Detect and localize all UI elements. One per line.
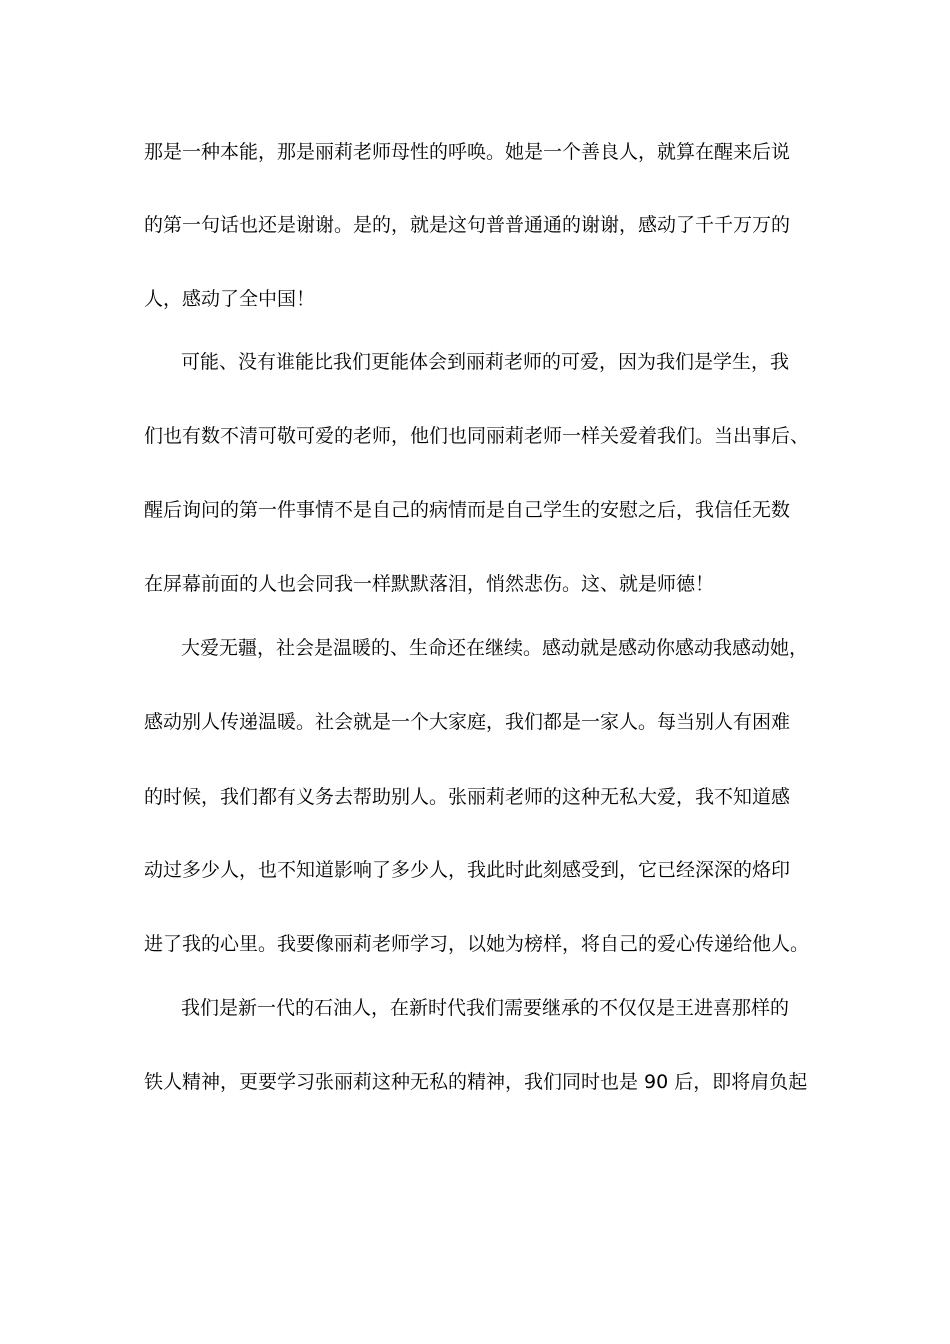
paragraph-3-line-1: 大爱无疆，社会是温暖的、生命还在继续。感动就是感动你感动我感动她，	[181, 637, 809, 659]
paragraph-3-line-4: 动过多少人，也不知道影响了多少人，我此时此刻感受到，它已经深深的烙印	[144, 859, 791, 881]
paragraph-2-line-2: 们也有数不清可敬可爱的老师，他们也同丽莉老师一样关爱着我们。当出事后、	[144, 425, 810, 447]
paragraph-4-line-1: 我们是新一代的石油人，在新时代我们需要继承的不仅仅是王进喜那样的	[181, 997, 790, 1019]
paragraph-1-line-2: 的第一句话也还是谢谢。是的，就是这句普普通通的谢谢，感动了千千万万的	[144, 214, 791, 236]
paragraph-3-line-3: 的时候，我们都有义务去帮助别人。张丽莉老师的这种无私大爱，我不知道感	[144, 786, 791, 808]
paragraph-2-line-3: 醒后询问的第一件事情不是自己的病情而是自己学生的安慰之后，我信任无数	[144, 499, 791, 521]
paragraph-3-line-2: 感动别人传递温暖。社会就是一个大家庭，我们都是一家人。每当别人有困难	[144, 711, 791, 733]
paragraph-2-line-1: 可能、没有谁能比我们更能体会到丽莉老师的可爱，因为我们是学生，我	[181, 351, 790, 373]
paragraph-1-line-3: 人，感动了全中国！	[144, 288, 316, 310]
paragraph-4-line-2: 铁人精神，更要学习张丽莉这种无私的精神，我们同时也是 90 后，即将肩负起	[144, 1071, 808, 1093]
paragraph-3-line-5: 进了我的心里。我要像丽莉老师学习，以她为榜样，将自己的爱心传递给他人。	[144, 933, 810, 955]
paragraph-2-line-4: 在屏幕前面的人也会同我一样默默落泪，悄然悲伤。这、就是师德！	[144, 573, 715, 595]
paragraph-1-line-1: 那是一种本能，那是丽莉老师母性的呼唤。她是一个善良人，就算在醒来后说	[144, 141, 791, 163]
